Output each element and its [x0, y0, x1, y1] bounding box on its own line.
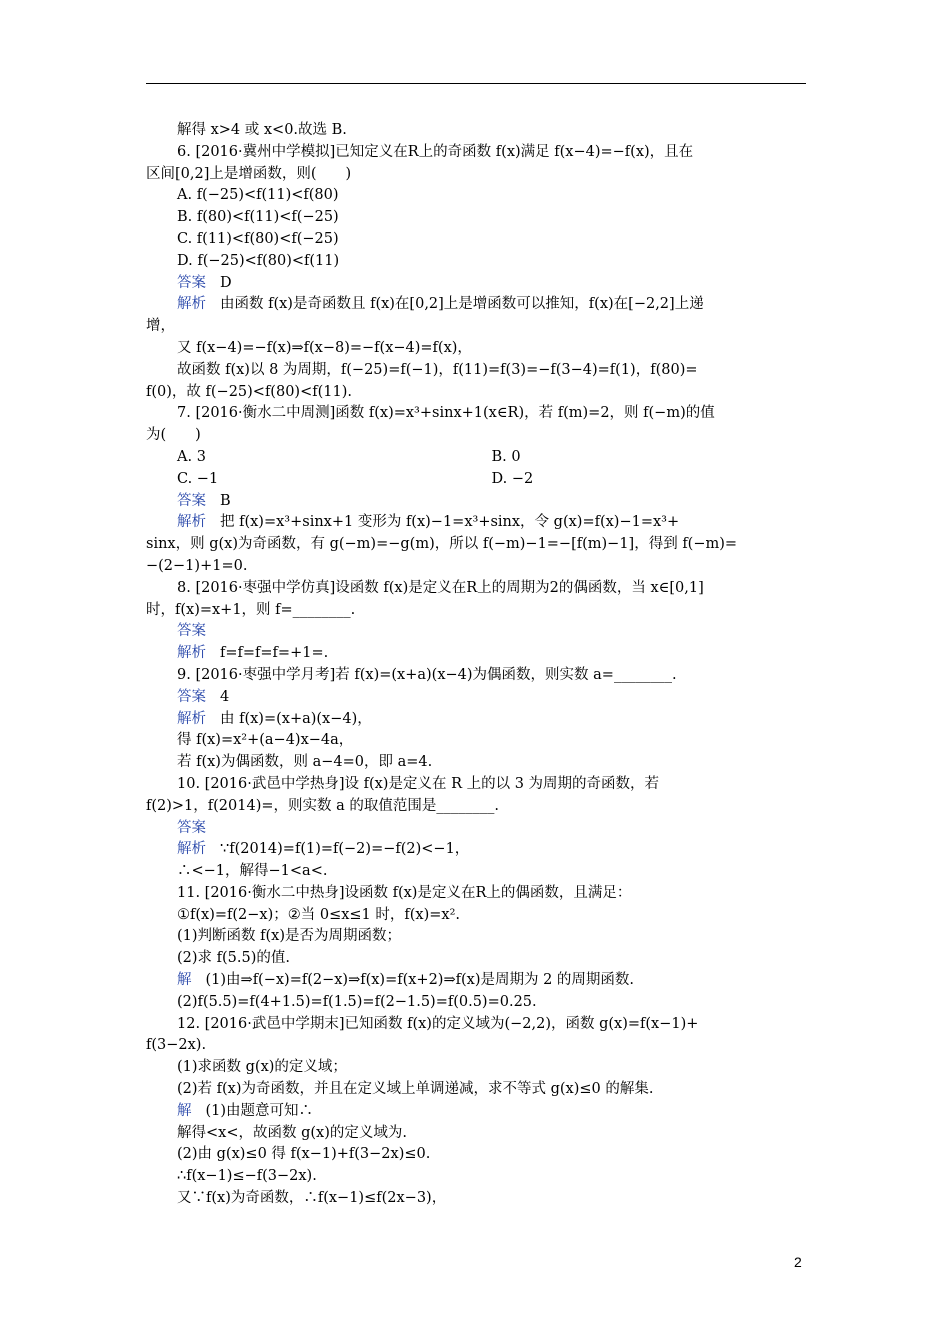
question-8: 8. [2016·枣强中学仿真]设函数 f(x)是定义在R上的周期为2的偶函数，当 x∈[0,1]	[177, 579, 704, 596]
text-line: ∴<−1，解得−1<a<.	[177, 863, 328, 880]
answer-line	[146, 687, 806, 709]
text-line: 又∵f(x)为奇函数，∴f(x−1)≤f(2x−3)，	[177, 1190, 447, 1207]
analysis-text: f=f=f=f=+1=.	[220, 645, 329, 662]
solution-text: (1)由题意可知∴	[205, 1102, 314, 1119]
answer-label: 答案	[177, 274, 206, 291]
analysis-line	[146, 512, 806, 534]
answer-line	[146, 621, 806, 643]
answer-label: 答案	[177, 819, 206, 836]
question-8-cont: 时，f(x)=x+1，则 f=________.	[146, 601, 356, 618]
solution-text: (1)由⇒f(−x)=f(2−x)⇒f(x)=f(x+2)⇒f(x)是周期为 2 的周期函数.	[205, 972, 635, 989]
text-line: (2)f(5.5)=f(4+1.5)=f(1.5)=f(2−1.5)=f(0.5)=0.25.	[177, 993, 537, 1010]
question-11: 11. [2016·衡水二中热身]设函数 f(x)是定义在R上的偶函数，且满足：	[177, 884, 632, 901]
text-line: −(2−1)+1=0.	[146, 557, 248, 574]
question-7-cont: 为( )	[146, 427, 201, 444]
solution-line	[146, 1101, 806, 1123]
question-12: 12. [2016·武邑中学期末]已知函数 f(x)的定义域为(−2,2)，函数 g(x)=f(x−1)+	[177, 1015, 699, 1032]
analysis-text: 由 f(x)=(x+a)(x−4)，	[220, 710, 372, 727]
question-10: 10. [2016·武邑中学热身]设 f(x)是定义在 R 上的以 3 为周期的奇函数，若	[177, 775, 660, 792]
text-line: f(0)，故 f(−25)<f(80)<f(11).	[146, 383, 352, 400]
document-body	[146, 120, 806, 1210]
analysis-text: ∵f(2014)=f(1)=f(−2)=−f(2)<−1，	[220, 841, 470, 858]
text-line: (2)求 f(5.5)的值.	[177, 950, 290, 967]
solution-label: 解	[177, 972, 192, 989]
text-line: 得 f(x)=x²+(a−4)x−4a，	[177, 732, 354, 749]
answer-label: 答案	[177, 688, 206, 705]
analysis-label: 解析	[177, 710, 206, 727]
text-line: 又 f(x−4)=−f(x)⇒f(x−8)=−f(x−4)=f(x)，	[177, 339, 472, 356]
page-number: 2	[794, 1254, 802, 1270]
question-6-cont: 区间[0,2]上是增函数，则( )	[146, 165, 352, 182]
answer-value: D	[220, 274, 232, 291]
analysis-line	[146, 643, 806, 665]
text-line: (2)由 g(x)≤0 得 f(x−1)+f(3−2x)≤0.	[177, 1146, 431, 1163]
text-line: 故函数 f(x)以 8 为周期，f(−25)=f(−1)，f(11)=f(3)=−f(3−4)=f(1)，f(80)=	[177, 361, 698, 378]
text-line: 增，	[146, 318, 175, 335]
text-line: (2)若 f(x)为奇函数，并且在定义域上单调递减，求不等式 g(x)≤0 的解集.	[177, 1081, 654, 1098]
answer-line	[146, 491, 806, 513]
option-b: B. f(80)<f(11)<f(−25)	[177, 209, 339, 226]
question-12-cont: f(3−2x).	[146, 1037, 207, 1054]
analysis-line	[146, 709, 806, 731]
text-line: sinx，则 g(x)为奇函数，有 g(−m)=−g(m)，所以 f(−m)−1=−[f(m)−1]，得到 f(−m)=	[146, 536, 738, 553]
solution-line	[146, 970, 806, 992]
answer-label: 答案	[177, 623, 206, 640]
answer-value: B	[220, 492, 231, 509]
solution-label: 解	[177, 1102, 192, 1119]
option-b: B. 0	[491, 448, 521, 465]
answer-label: 答案	[177, 492, 206, 509]
header-rule	[146, 83, 806, 84]
analysis-text: 把 f(x)=x³+sinx+1 变形为 f(x)−1=x³+sinx，令 g(x)=f(x)−1=x³+	[220, 514, 680, 531]
text-line: 解得<x<，故函数 g(x)的定义域为.	[177, 1124, 407, 1141]
text-line: (1)求函数 g(x)的定义域；	[177, 1059, 347, 1076]
text-line: 若 f(x)为偶函数，则 a−4=0，即 a=4.	[177, 754, 433, 771]
text-line: ①f(x)=f(2−x)；②当 0≤x≤1 时，f(x)=x².	[177, 906, 460, 923]
options-row	[146, 469, 806, 491]
analysis-text: 由函数 f(x)是奇函数且 f(x)在[0,2]上是增函数可以推知，f(x)在[−2,2]上递	[220, 296, 704, 313]
question-7: 7. [2016·衡水二中周测]函数 f(x)=x³+sinx+1(x∈R)，若 f(m)=2，则 f(−m)的值	[177, 405, 715, 422]
option-c: C. f(11)<f(80)<f(−25)	[177, 230, 339, 247]
text-line: 解得 x>4 或 x<0.故选 B.	[177, 122, 347, 138]
text-line: ∴f(x−1)≤−f(3−2x).	[177, 1168, 317, 1185]
answer-value: 4	[220, 688, 230, 705]
option-a: A. f(−25)<f(11)<f(80)	[177, 187, 339, 204]
analysis-line	[146, 294, 806, 316]
option-c: C. −1	[177, 470, 219, 487]
answer-line	[146, 818, 806, 840]
answer-line	[146, 273, 806, 295]
analysis-label: 解析	[177, 296, 206, 313]
option-d: D. f(−25)<f(80)<f(11)	[177, 252, 340, 269]
question-9: 9. [2016·枣强中学月考]若 f(x)=(x+a)(x−4)为偶函数，则实数 a=________.	[177, 666, 677, 683]
text-line: (1)判断函数 f(x)是否为周期函数；	[177, 928, 402, 945]
analysis-line	[146, 839, 806, 861]
analysis-label: 解析	[177, 841, 206, 858]
options-row	[146, 447, 806, 469]
analysis-label: 解析	[177, 645, 206, 662]
question-10-cont: f(2)>1，f(2014)=，则实数 a 的取值范围是________.	[146, 797, 499, 814]
analysis-label: 解析	[177, 514, 206, 531]
option-d: D. −2	[491, 470, 534, 487]
option-a: A. 3	[177, 448, 206, 465]
question-6: 6. [2016·冀州中学模拟]已知定义在R上的奇函数 f(x)满足 f(x−4)=−f(x)，且在	[177, 143, 694, 160]
